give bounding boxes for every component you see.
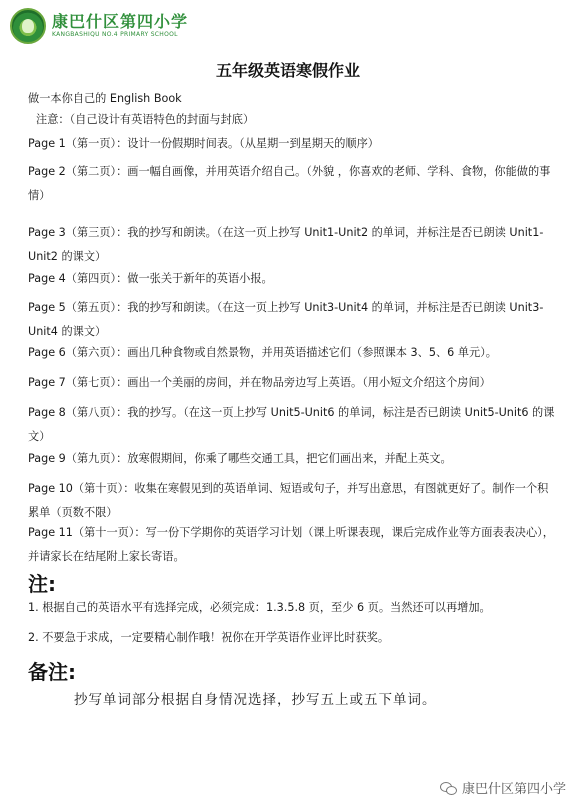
notice-line: 注意：（自己设计有英语特色的封面与封底） xyxy=(36,113,255,126)
page-item-6: Page 6（第六页）：画出几种食物或自然景物，并用英语描述它们（参照课本 3、5、6 单元）。 xyxy=(28,346,497,359)
note-item-2: 2. 不要急于求成，一定要精心制作哦！祝你在开学英语作业评比时获奖。 xyxy=(28,631,390,644)
watermark-text: 康巴什区第四小学 xyxy=(461,782,566,797)
note-item-1: 1. 根据自己的英语水平有选择完成，必须完成：1.3.5.8 页，至少 6 页。当然还可以再增加。 xyxy=(28,601,491,614)
page-item-7: Page 7（第七页）：画出一个美丽的房间，并在物品旁边写上英语。（用小短文介绍这个房间） xyxy=(28,376,491,389)
document-title: 五年级英语寒假作业 xyxy=(215,61,360,80)
remark-text: 抄写单词部分根据自身情况选择，抄写五上或五下单词。 xyxy=(74,692,437,708)
school-logo-icon xyxy=(10,8,46,44)
page-item-10: Page 10（第十页）：收集在寒假见到的英语单词、短语或句子，并写出意思，有图就更好了。制作一个积累单（页数不限） xyxy=(28,482,549,519)
page-item-1: Page 1（第一页）：设计一份假期时间表。（从星期一到星期天的顺序） xyxy=(28,137,379,150)
page-item-11: Page 11（第十一页）：写一份下学期你的英语学习计划（课上听课表现，课后完成作业等方面表表决心），并请家长在结尾附上家长寄语。 xyxy=(28,526,554,563)
page-item-5: Page 5（第五页）：我的抄写和朗读。（在这一页上抄写 Unit3-Unit4 的单词，并标注是否已朗读 Unit3-Unit4 的课文） xyxy=(28,301,544,338)
page-item-4: Page 4（第四页）：做一张关于新年的英语小报。 xyxy=(28,272,273,285)
school-header xyxy=(10,6,188,46)
remark-heading: 备注: xyxy=(28,660,76,684)
wechat-watermark xyxy=(440,778,566,797)
school-name-en: KANGBASHIQU NO.4 PRIMARY SCHOOL xyxy=(52,31,178,38)
intro-line: 做一本你自己的 English Book xyxy=(28,92,182,105)
school-name-block xyxy=(52,14,188,38)
page-item-3: Page 3（第三页）：我的抄写和朗读。（在这一页上抄写 Unit1-Unit2 的单词，并标注是否已朗读 Unit1-Unit2 的课文） xyxy=(28,226,544,263)
notes-heading: 注: xyxy=(28,572,56,596)
page-item-2: Page 2（第二页）：画一幅自画像，并用英语介绍自己。（外貌 ，你喜欢的老师、学科、食物，你能做的事情） xyxy=(28,165,551,202)
school-name-cn: 康巴什区第四小学 xyxy=(52,12,189,31)
wechat-icon xyxy=(440,781,458,795)
page-item-9: Page 9（第九页）：放寒假期间，你乘了哪些交通工具，把它们画出来，并配上英文。 xyxy=(28,452,452,465)
page-item-8: Page 8（第八页）：我的抄写。（在这一页上抄写 Unit5-Unit6 的单词，标注是否已朗读 Unit5-Unit6 的课文） xyxy=(28,406,555,443)
